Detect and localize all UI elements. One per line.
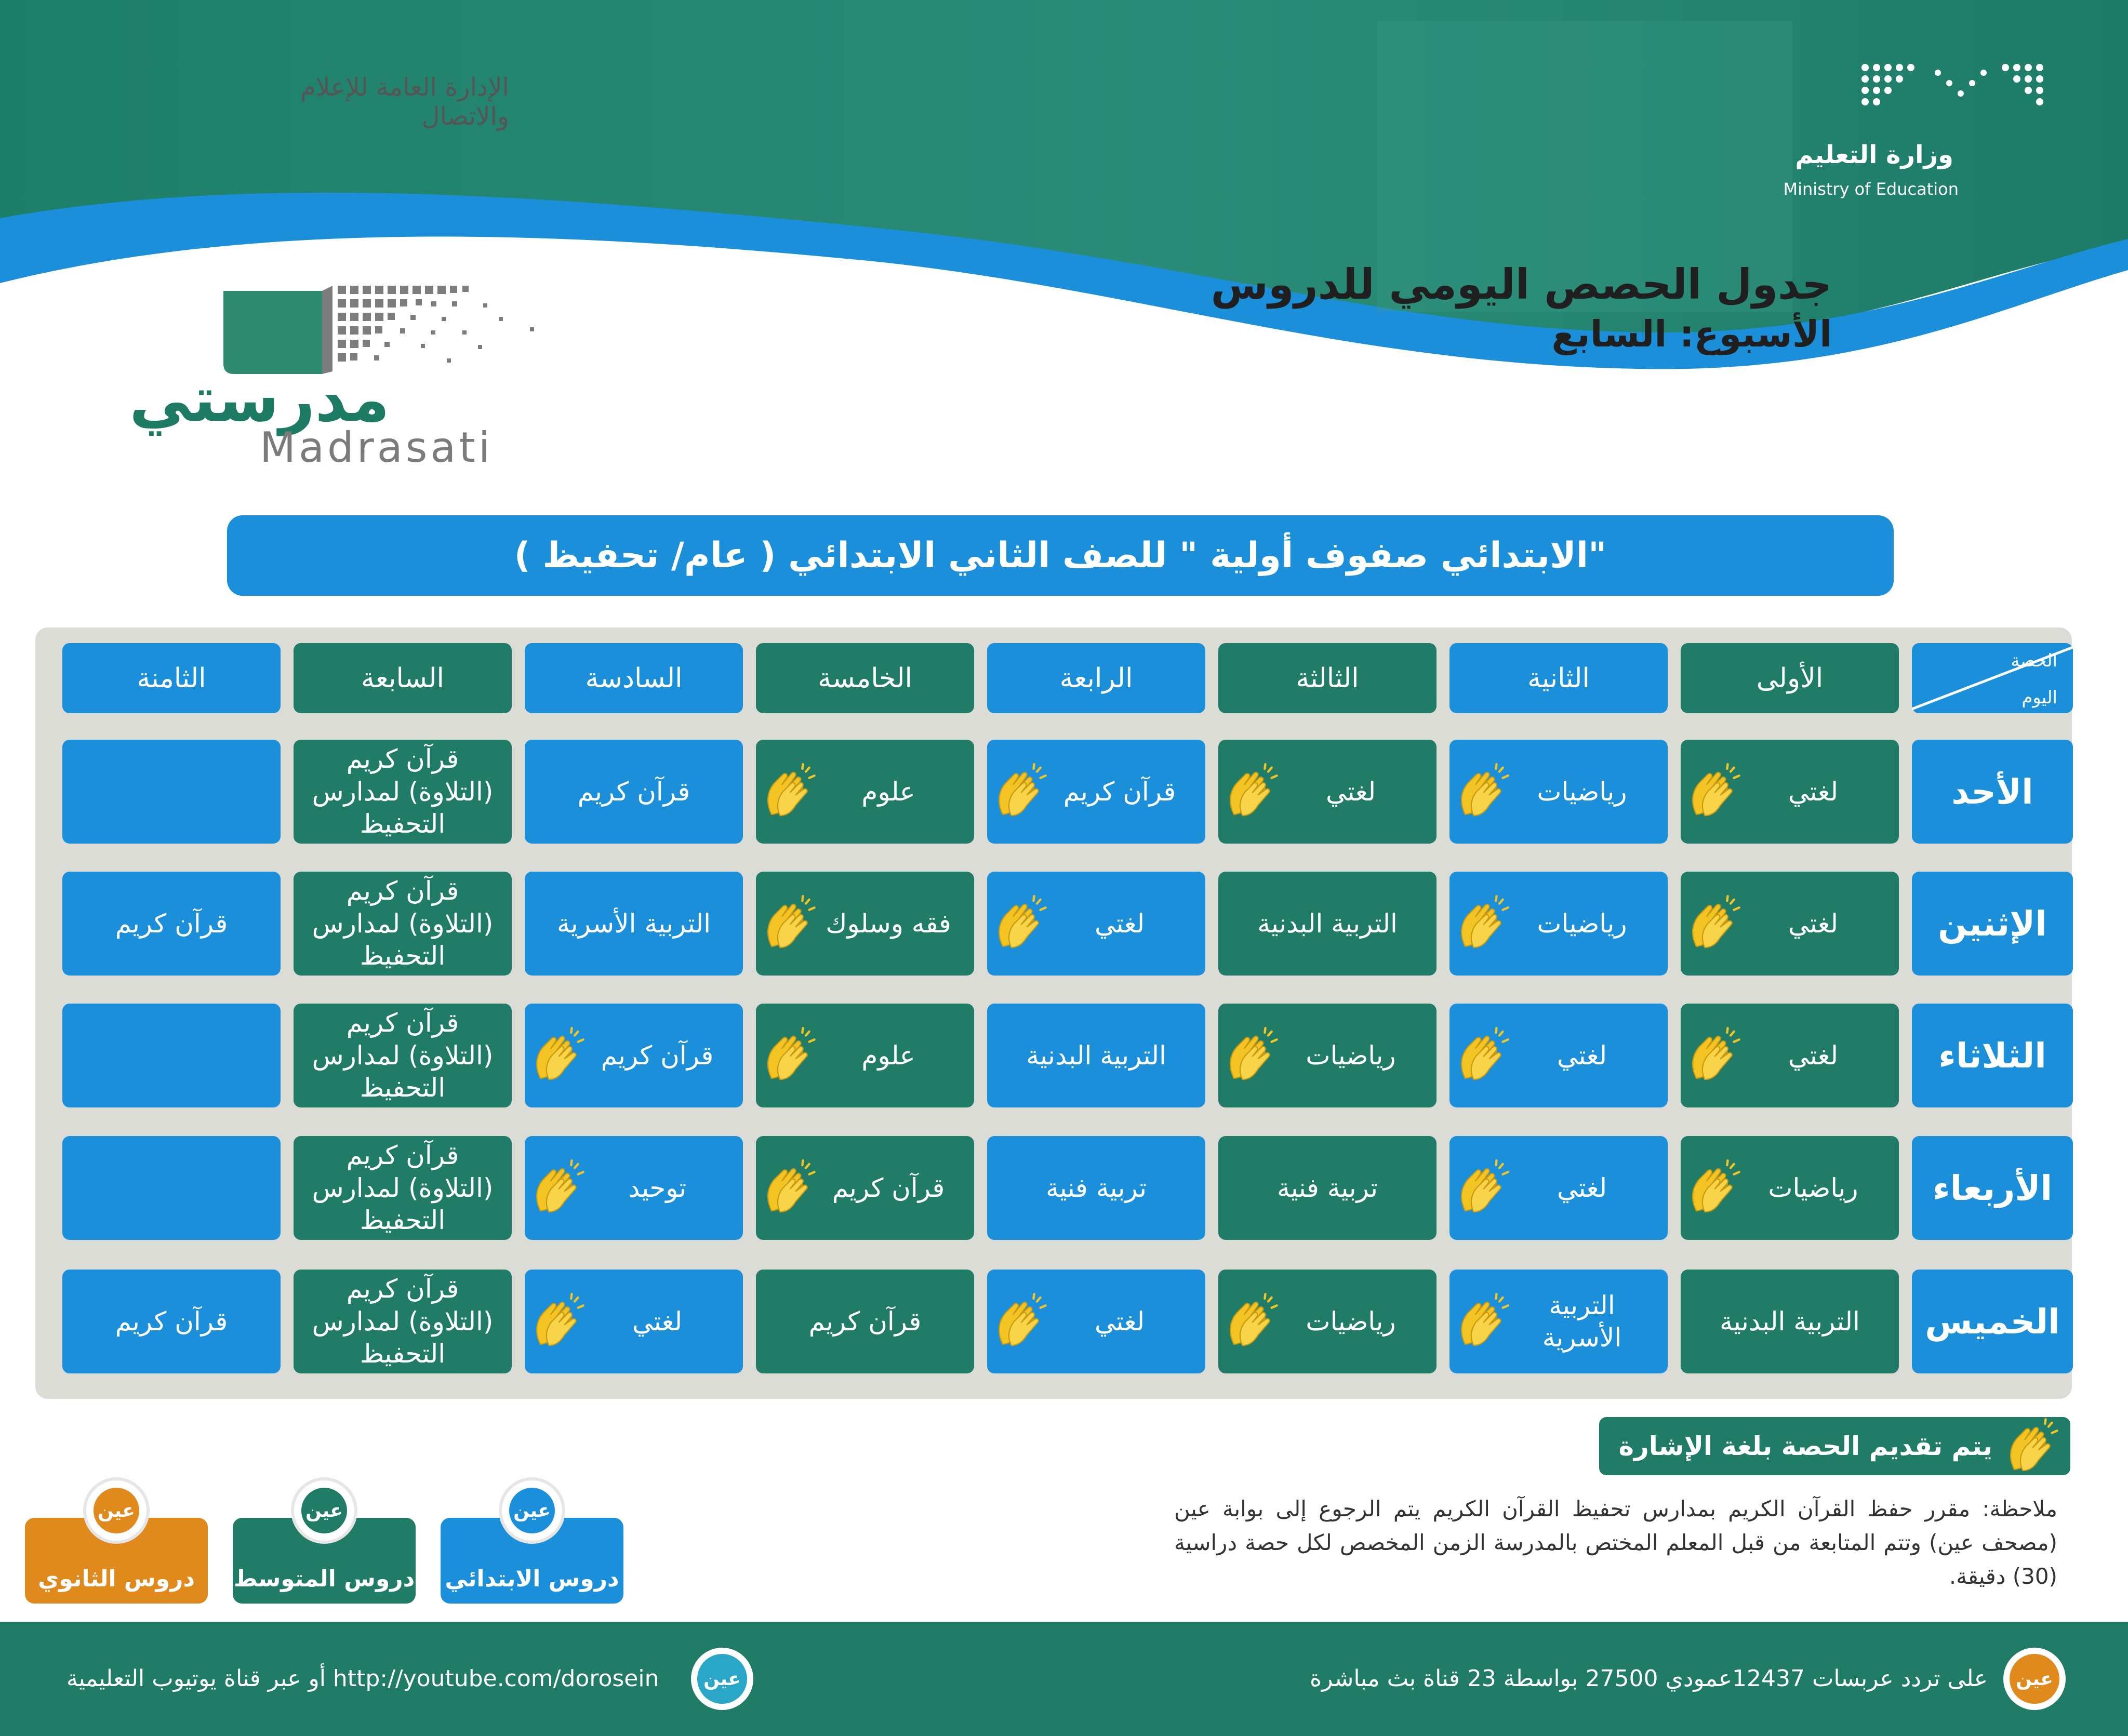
lesson-cell[interactable]: [1681, 1270, 1899, 1373]
lesson-subject: لغتي: [1788, 1040, 1839, 1071]
lesson-subject: رياضيات: [1537, 776, 1627, 807]
lesson-cell[interactable]: [62, 1136, 281, 1240]
day-label-wednesday: الأربعاء: [1912, 1136, 2073, 1240]
youtube-link[interactable]: http://youtube.com/dorosein أو عبر قناة يوتيوب التعليمية: [66, 1665, 659, 1692]
lesson-subject: لغتي: [1788, 908, 1839, 939]
lesson-subject: علوم: [861, 1040, 915, 1071]
lesson-subject: لغتي: [1557, 1040, 1607, 1071]
ministry-name-ar: وزارة التعليم: [1795, 140, 1953, 169]
lesson-cell[interactable]: [756, 1136, 974, 1240]
lesson-cell[interactable]: [1218, 1136, 1437, 1240]
lesson-subject: فقه وسلوك: [826, 908, 951, 939]
period-header-fifth: الخامسة: [756, 643, 974, 713]
lesson-cell[interactable]: [62, 1004, 281, 1107]
period-header-third: الثالثة: [1218, 643, 1437, 713]
schedule-title: جدول الحصص اليومي للدروس: [1211, 260, 1832, 309]
lesson-cell[interactable]: [1449, 740, 1668, 844]
lesson-subject: قرآن كريم (التلاوة) لمدارس التحفيظ: [312, 1274, 494, 1369]
sign-language-icon: [991, 1293, 1048, 1350]
sign-language-icon: [760, 1159, 817, 1217]
sign-language-icon: [1454, 1159, 1511, 1217]
sign-language-icon: [1454, 1293, 1511, 1350]
ministry-name-en: Ministry of Education: [1783, 179, 1959, 199]
lesson-subject: قرآن كريم: [601, 1040, 714, 1071]
intermediate-lessons-button[interactable]: [233, 1500, 416, 1604]
sign-language-icon: [760, 895, 817, 952]
ein-badge-label: عين: [2010, 1654, 2059, 1704]
lesson-subject: لغتي: [1557, 1172, 1607, 1203]
lesson-subject: تربية فنية: [1276, 1172, 1378, 1203]
lesson-subject: لغتي: [1094, 1306, 1145, 1337]
sign-language-icon: [760, 763, 817, 820]
lesson-subject: قرآن كريم (التلاوة) لمدارس التحفيظ: [312, 1008, 494, 1103]
intermediate-lessons-label: دروس المتوسط: [233, 1566, 415, 1592]
lesson-cell[interactable]: [987, 1004, 1205, 1107]
lesson-cell[interactable]: [756, 740, 974, 844]
lesson-subject: التربية الأسرية: [556, 908, 711, 939]
lesson-subject: لغتي: [632, 1306, 683, 1337]
ein-badge-label: عين: [509, 1488, 555, 1533]
lesson-subject: التربية البدنية: [1720, 1306, 1860, 1337]
lesson-cell[interactable]: [987, 872, 1205, 976]
primary-lessons-label: دروس الابتدائي: [445, 1566, 619, 1592]
ein-badge-label: عين: [697, 1654, 747, 1704]
lesson-subject: قرآن كريم: [1063, 776, 1176, 807]
lesson-cell[interactable]: [1449, 1004, 1668, 1107]
lesson-cell[interactable]: [1681, 872, 1899, 976]
sign-language-legend-label: يتم تقديم الحصة بلغة الإشارة: [1618, 1431, 1992, 1461]
lesson-cell[interactable]: [1218, 872, 1437, 976]
sign-language-icon: [2003, 1418, 2060, 1475]
lesson-cell[interactable]: [1681, 1136, 1899, 1240]
lesson-cell[interactable]: [1218, 740, 1437, 844]
lesson-cell[interactable]: [987, 1270, 1205, 1373]
lesson-subject: قرآن كريم: [115, 908, 228, 939]
period-header-second: الثانية: [1449, 643, 1668, 713]
lesson-subject: قرآن كريم (التلاوة) لمدارس التحفيظ: [312, 1140, 494, 1236]
lesson-cell[interactable]: [1449, 872, 1668, 976]
sign-language-icon: [1454, 1027, 1511, 1084]
lesson-subject: رياضيات: [1768, 1172, 1858, 1203]
period-header-eighth: الثامنة: [62, 643, 281, 713]
ein-logo-icon: [294, 1480, 354, 1541]
lesson-cell[interactable]: [294, 1136, 512, 1240]
madrasati-name-en: Madrasati: [260, 423, 494, 472]
period-header-fourth: الرابعة: [987, 643, 1205, 713]
lesson-cell[interactable]: [525, 1270, 743, 1373]
lesson-cell[interactable]: [62, 872, 281, 976]
lesson-subject: توحيد: [628, 1172, 686, 1203]
lesson-cell[interactable]: [294, 1270, 512, 1373]
lesson-subject: علوم: [861, 776, 915, 807]
day-label-monday: الإثنين: [1912, 872, 2073, 976]
week-label: الأسبوع: السابع: [1551, 313, 1832, 355]
secondary-lessons-button[interactable]: [25, 1500, 208, 1604]
lesson-cell[interactable]: [1449, 1136, 1668, 1240]
primary-lessons-button[interactable]: [441, 1500, 623, 1604]
sign-language-icon: [1685, 763, 1742, 820]
period-header-seventh: السابعة: [294, 643, 512, 713]
ein-badge-label: عين: [301, 1488, 347, 1533]
ministry-logo-icon: [1860, 62, 2047, 109]
lesson-cell[interactable]: [756, 1270, 974, 1373]
lesson-cell[interactable]: [525, 1136, 743, 1240]
lesson-subject: رياضيات: [1306, 1040, 1396, 1071]
lesson-subject: التربية الأسرية: [1542, 1290, 1622, 1353]
sign-language-icon: [1685, 1159, 1742, 1217]
lesson-subject: لغتي: [1094, 908, 1145, 939]
lesson-cell[interactable]: [525, 872, 743, 976]
department-calligraphy: الإدارة العامة للإعلام والاتصال: [300, 73, 509, 131]
lesson-subject: رياضيات: [1306, 1306, 1396, 1337]
lesson-subject: قرآن كريم: [577, 776, 690, 807]
ein-logo-icon: [2003, 1648, 2066, 1710]
footer: [0, 1622, 2128, 1736]
lesson-cell[interactable]: [1218, 1004, 1437, 1107]
sign-language-icon: [1222, 763, 1280, 820]
secondary-lessons-label: دروس الثانوي: [38, 1566, 195, 1592]
corner-day-label: اليوم: [2021, 687, 2057, 708]
lesson-cell[interactable]: [756, 872, 974, 976]
day-label-thursday: الخميس: [1912, 1270, 2073, 1373]
sign-language-icon: [1454, 895, 1511, 952]
lesson-subject: قرآن كريم: [808, 1306, 922, 1337]
ein-badge-label: عين: [94, 1488, 139, 1533]
lesson-cell[interactable]: [987, 1136, 1205, 1240]
grade-title-bar: "الابتدائي صفوف أولية " للصف الثاني الابتدائي ( عام/ تحفيظ ): [227, 515, 1894, 596]
sign-language-icon: [1222, 1027, 1280, 1084]
lesson-subject: لغتي: [1325, 776, 1376, 807]
satellite-frequency-text: على تردد عربسات 12437عمودي 27500 بواسطة 23 قناة بث مباشرة: [1310, 1665, 1988, 1692]
lesson-subject: قرآن كريم: [832, 1172, 945, 1203]
lesson-cell[interactable]: [1218, 1270, 1437, 1373]
lesson-cell[interactable]: [294, 872, 512, 976]
lesson-subject: تربية فنية: [1045, 1172, 1147, 1203]
madrasati-name-ar: مدرستي: [129, 364, 390, 436]
lesson-subject: قرآن كريم (التلاوة) لمدارس التحفيظ: [312, 744, 494, 839]
lesson-cell[interactable]: [525, 740, 743, 844]
lesson-cell[interactable]: [987, 740, 1205, 844]
period-header-first: الأولى: [1681, 643, 1899, 713]
sign-language-icon: [529, 1027, 586, 1084]
lesson-cell[interactable]: [756, 1004, 974, 1107]
lesson-subject: التربية البدنية: [1257, 908, 1398, 939]
sign-language-legend: [1599, 1417, 2070, 1475]
period-header-sixth: السادسة: [525, 643, 743, 713]
sign-language-icon: [1685, 895, 1742, 952]
lesson-cell[interactable]: [1681, 740, 1899, 844]
sign-language-icon: [1454, 763, 1511, 820]
ein-logo-icon: [691, 1648, 753, 1710]
lesson-cell[interactable]: [294, 1004, 512, 1107]
sign-language-icon: [991, 763, 1048, 820]
day-label-sunday: الأحد: [1912, 740, 2073, 844]
note-text: ملاحظة: مقرر حفظ القرآن الكريم بمدارس تحفيظ القرآن الكريم يتم الرجوع إلى بوابة عين (مصحف عين) وتتم المتابعة من قبل المعلم المختص بالمدرسة الزمن المخصص لكل حصة دراسية (30) دقيقة.: [1174, 1496, 2057, 1590]
ein-logo-icon: [502, 1480, 562, 1541]
lesson-subject: التربية البدنية: [1026, 1040, 1166, 1071]
corner-period-label: الحصة: [2011, 650, 2057, 671]
lesson-subject: لغتي: [1788, 776, 1839, 807]
lesson-cell[interactable]: [62, 740, 281, 844]
sign-language-icon: [1685, 1027, 1742, 1084]
corner-header-cell: [1912, 643, 2073, 713]
ein-logo-icon: [86, 1480, 147, 1541]
lesson-subject: قرآن كريم: [115, 1306, 228, 1337]
sign-language-icon: [529, 1293, 586, 1350]
sign-language-icon: [1222, 1293, 1280, 1350]
lesson-subject: قرآن كريم (التلاوة) لمدارس التحفيظ: [312, 876, 494, 971]
lesson-cell[interactable]: [62, 1270, 281, 1373]
lesson-cell[interactable]: [1681, 1004, 1899, 1107]
lesson-subject: رياضيات: [1537, 908, 1627, 939]
lesson-cell[interactable]: [525, 1004, 743, 1107]
sign-language-icon: [760, 1027, 817, 1084]
sign-language-icon: [529, 1159, 586, 1217]
page-title: [1208, 260, 1832, 359]
lesson-cell[interactable]: [1449, 1270, 1668, 1373]
sign-language-icon: [991, 895, 1048, 952]
day-label-tuesday: الثلاثاء: [1912, 1004, 2073, 1107]
lesson-cell[interactable]: [294, 740, 512, 844]
